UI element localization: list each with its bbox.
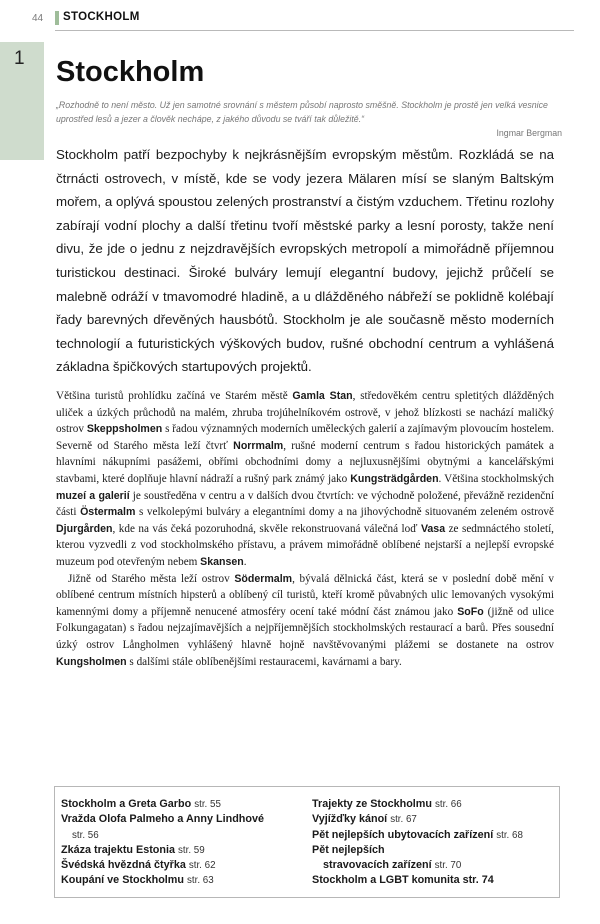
epigraph-quote: „Rozhodně to není město. Už jen samotné srovnání s městem působí naprosto směšně. Stockholm je prostě jen velká vesnice uprostřed lesů a jezer a člověk nechápe, z jakého důvodu se tváří tak důležitě.“: [56, 100, 548, 124]
highlight-term: muzeí a galerií: [56, 489, 130, 502]
body-text-run: .: [243, 555, 247, 568]
body-text-run: Jižně od Starého města leží ostrov: [68, 572, 235, 585]
cross-reference-item[interactable]: [312, 843, 556, 874]
place-name: Kungsträdgården: [350, 472, 439, 485]
cross-reference-page: str. 70: [434, 860, 462, 872]
place-name: Skansen: [200, 555, 244, 568]
cross-reference-page: str. 62: [188, 860, 216, 872]
cross-reference-item[interactable]: [61, 858, 301, 873]
cross-reference-item[interactable]: [61, 843, 301, 858]
body-text: [56, 388, 554, 670]
place-name: Kungsholmen: [56, 655, 127, 668]
cross-reference-title: Zkáza trajektu Estonia: [61, 843, 176, 856]
cross-reference-page: str. 55: [194, 799, 221, 810]
body-text-run: , bývalá dělnická část, která se v poslední době mění v oblíbené centrum místních hipsterů a oblíbený cíl turistů, kteří kromě půvabných ulic lemovaných vysokými kamennými domy a příjemně nenucené atmosféry ocení také módní část známou jako: [56, 572, 554, 618]
cross-reference-page: str. 68: [496, 829, 523, 841]
cross-reference-title: Trajekty ze Stockholmu: [312, 798, 433, 810]
cross-reference-page: str. 66: [435, 799, 462, 810]
cross-reference-item[interactable]: [312, 828, 556, 843]
lead-paragraph: Stockholm patří bezpochyby k nejkrásnějším evropským městům. Rozkládá se na čtrnácti ostrovech, v místě, kde se vody jezera Mälaren mísí se slaným Baltským mořem, a oplývá spoustou zelených prostranství a čistým vzduchem. Třetinu rozlohy zabírají vodní plochy a další třetinu tvoří městské parky a lesní porosty, takže není divu, že jde o jednu z nejzdravějších evropských metropolí a mimořádně příjemnou turistickou destinaci. Široké bulváry lemují elegantní budovy, jejichž průčelí se malebně odráží v tmavomodré hladině, a u dlážděného nábřeží se poklidně kolébají řady barevných dřevěných hausbótů. Stockholm je ale současně město moderních technologií a futuristických výškových budov, rušné obchodní centrum a vyhlášená základna špičkových startupových projektů.: [56, 147, 554, 375]
body-text-run: ze sedmnáctého století, kterou vyzvedli z vod stockholmského přístavu, a právem mimořádně oblíbené nejstarší a nejlepší evropské muzeum pod otevřeným nebem: [56, 522, 554, 568]
chapter-number: 1: [14, 48, 25, 69]
cross-reference-title: Pět nejlepších ubytovacích zařízení: [312, 828, 494, 841]
place-name: Gamla Stan: [292, 390, 353, 402]
cross-reference-page: str. 59: [178, 844, 205, 856]
cross-reference-page: str. 63: [186, 875, 214, 887]
body-text-run: je soustředěna v centru a v dalších dvou čtvrtích: ve východně položené, převážně rezidenční části: [56, 489, 554, 519]
cross-reference-page: str. 74: [462, 874, 494, 887]
place-name: SoFo: [457, 605, 484, 618]
body-text-run: s řadou významných moderních uměleckých galerií a zajímavým plovoucím hostelem. Severně od Starého města leží čtvrť: [56, 423, 555, 452]
header-accent-bar: [55, 11, 59, 25]
place-name: Norrmalm: [233, 439, 284, 452]
cross-reference-item[interactable]: [312, 797, 556, 812]
cross-reference-item[interactable]: [312, 873, 556, 888]
epigraph-author: Ingmar Bergman: [496, 128, 562, 138]
cross-reference-title: Pět nejlepších: [312, 843, 385, 856]
place-name: Östermalm: [80, 506, 136, 519]
running-header: STOCKHOLM: [63, 11, 140, 23]
cross-reference-title: Stockholm a LGBT komunita: [312, 874, 460, 887]
body-paragraph: [56, 388, 554, 571]
cross-reference-page: str. 67: [390, 814, 417, 826]
body-text-run: , středověkém centru spletitých dlážděných uliček a úzkých průchodů na malém, zhruba trojúhelníkovém ostrově, v jehož blízkosti se nachází maličký ostrov: [56, 390, 554, 436]
place-name: Djurgården: [56, 522, 113, 535]
body-text-run: Většina turistů prohlídku začíná ve Starém městě: [56, 390, 293, 402]
body-text-run: , rušné moderní centrum s řadou historických památek a hlavními nákupními pasážemi, obřími obchodními domy a nejluxusnějšími obytnými a kancelářskými stavbami, které doplňuje hlavní nádraží a rušný park známý jako: [56, 439, 554, 485]
body-text-run: s dalšími stále oblíbenějšími restauracemi, kavárnami a bary.: [126, 655, 402, 668]
body-paragraph: [56, 571, 554, 671]
page-number: 44: [32, 13, 44, 24]
cross-reference-column-left: [61, 797, 301, 889]
cross-reference-title: Stockholm a Greta Garbo: [61, 798, 192, 810]
cross-reference-title: Koupání ve Stockholmu: [61, 874, 184, 887]
place-name: Skeppsholmen: [86, 423, 163, 436]
cross-reference-item[interactable]: [61, 873, 301, 888]
place-name: Vasa: [420, 522, 446, 535]
cross-reference-column-right: [312, 797, 556, 889]
body-text-run: (jižně od ulice Folkungagatan) s řadou nejzajímavějších a nejpříjemnějších stockholmských restaurací a barů. Přes sousední úzký ostrov Långholmen vyhlášený hlavně hojně navštěvovanými plážemi se dostanete na ostrov: [56, 605, 554, 651]
cross-reference-title: stravovacích zařízení: [323, 859, 432, 872]
cross-reference-title: Vražda Olofa Palmeho a Anny Lindhové: [61, 813, 264, 826]
cross-reference-item[interactable]: [61, 797, 301, 812]
place-name: Södermalm: [234, 572, 293, 585]
cross-reference-page: str. 56: [72, 829, 99, 841]
header-rule: [55, 30, 574, 31]
cross-reference-title: Švédská hvězdná čtyřka: [61, 859, 186, 872]
cross-reference-item[interactable]: [61, 812, 301, 843]
body-text-run: , kde na vás čeká pozoruhodná, skvěle rekonstruovaná válečná loď: [112, 522, 421, 535]
body-text-run: . Většina stockholmských: [438, 472, 555, 485]
cross-reference-box: [54, 786, 560, 898]
body-text-run: s velkolepými bulváry a elegantními domy a na jihovýchodně situovaném zeleném ostrově: [135, 506, 554, 519]
chapter-title: Stockholm: [56, 56, 205, 88]
cross-reference-title: Vyjížďky kánoí: [312, 813, 388, 826]
cross-reference-item[interactable]: [312, 812, 556, 827]
